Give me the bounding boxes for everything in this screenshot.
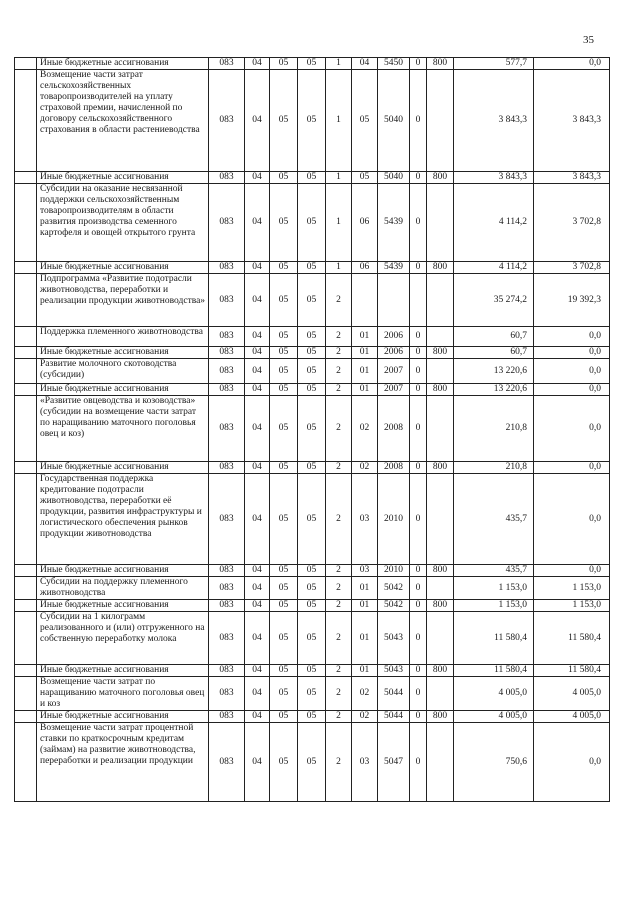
code-cell-c6: 01: [352, 612, 378, 665]
code-cell-c4: 05: [298, 600, 326, 612]
amount-2: 0,0: [534, 462, 610, 474]
row-marker-cell: [15, 600, 37, 612]
code-cell-c9: 800: [427, 665, 454, 677]
code-cell-c7: 5043: [378, 665, 410, 677]
code-cell-c4: 05: [298, 665, 326, 677]
code-cell-c4: 05: [298, 184, 326, 262]
amount-1: 4 114,2: [454, 262, 534, 274]
code-cell-c9: 800: [427, 262, 454, 274]
code-cell-c9: 800: [427, 462, 454, 474]
row-marker-cell: [15, 58, 37, 70]
row-marker-cell: [15, 172, 37, 184]
row-name: Субсидии на 1 килограмм реализованного и (или) отгруженного на собственную переработку молока: [37, 612, 209, 665]
code-cell-c2: 04: [245, 396, 270, 462]
code-cell-c3: 05: [270, 172, 298, 184]
code-cell-c5: 2: [326, 347, 352, 359]
code-cell-c1: 083: [209, 723, 245, 802]
code-cell-c3: 05: [270, 677, 298, 711]
row-marker-cell: [15, 327, 37, 347]
row-name: Возмещение части затрат сельскохозяйственных товаропроизводителей на уплату страховой премии, начисленной по договору сельскохозяйственного страхования в области растениеводства: [37, 70, 209, 172]
amount-2: 0,0: [534, 565, 610, 577]
code-cell-c9: 800: [427, 711, 454, 723]
code-cell-c1: 083: [209, 384, 245, 396]
amount-2: 11 580,4: [534, 612, 610, 665]
amount-2: 0,0: [534, 384, 610, 396]
code-cell-c6: 02: [352, 677, 378, 711]
code-cell-c6: 01: [352, 577, 378, 600]
code-cell-c9: 800: [427, 58, 454, 70]
code-cell-c9: [427, 184, 454, 262]
code-cell-c4: 05: [298, 474, 326, 565]
code-cell-c1: 083: [209, 474, 245, 565]
row-name: Иные бюджетные ассигнования: [37, 665, 209, 677]
row-marker-cell: [15, 665, 37, 677]
table-row: [15, 262, 610, 274]
code-cell-c3: 05: [270, 359, 298, 384]
table-row: [15, 70, 610, 172]
amount-1: 577,7: [454, 58, 534, 70]
code-cell-c7: 2010: [378, 565, 410, 577]
table-row: [15, 600, 610, 612]
code-cell-c8: 0: [410, 462, 427, 474]
code-cell-c4: 05: [298, 262, 326, 274]
amount-2: 1 153,0: [534, 577, 610, 600]
row-name: Поддержка племенного животноводства: [37, 327, 209, 347]
row-name: Иные бюджетные ассигнования: [37, 384, 209, 396]
code-cell-c8: 0: [410, 677, 427, 711]
code-cell-c1: 083: [209, 665, 245, 677]
code-cell-c5: 2: [326, 723, 352, 802]
row-marker-cell: [15, 274, 37, 327]
code-cell-c3: 05: [270, 184, 298, 262]
code-cell-c6: 01: [352, 359, 378, 384]
code-cell-c5: 1: [326, 58, 352, 70]
amount-2: 0,0: [534, 396, 610, 462]
code-cell-c1: 083: [209, 58, 245, 70]
code-cell-c3: 05: [270, 58, 298, 70]
code-cell-c7: 5044: [378, 711, 410, 723]
row-marker-cell: [15, 462, 37, 474]
code-cell-c1: 083: [209, 565, 245, 577]
code-cell-c9: 800: [427, 565, 454, 577]
code-cell-c1: 083: [209, 677, 245, 711]
code-cell-c7: 2010: [378, 474, 410, 565]
table-row: [15, 184, 610, 262]
amount-2: 4 005,0: [534, 711, 610, 723]
code-cell-c1: 083: [209, 396, 245, 462]
code-cell-c8: 0: [410, 184, 427, 262]
code-cell-c2: 04: [245, 612, 270, 665]
row-marker-cell: [15, 565, 37, 577]
table-row: [15, 711, 610, 723]
code-cell-c6: 01: [352, 665, 378, 677]
code-cell-c6: 01: [352, 347, 378, 359]
code-cell-c3: 05: [270, 262, 298, 274]
code-cell-c5: 2: [326, 577, 352, 600]
code-cell-c7: 5040: [378, 70, 410, 172]
code-cell-c1: 083: [209, 347, 245, 359]
code-cell-c7: 5450: [378, 58, 410, 70]
code-cell-c6: 03: [352, 474, 378, 565]
row-marker-cell: [15, 612, 37, 665]
code-cell-c3: 05: [270, 723, 298, 802]
code-cell-c2: 04: [245, 462, 270, 474]
amount-1: 11 580,4: [454, 612, 534, 665]
code-cell-c4: 05: [298, 384, 326, 396]
row-name: Подпрограмма «Развитие подотрасли животноводства, переработки и реализации продукции животноводства»: [37, 274, 209, 327]
code-cell-c4: 05: [298, 347, 326, 359]
code-cell-c1: 083: [209, 600, 245, 612]
code-cell-c5: 2: [326, 711, 352, 723]
code-cell-c6: 03: [352, 565, 378, 577]
code-cell-c8: 0: [410, 58, 427, 70]
code-cell-c6: 05: [352, 172, 378, 184]
row-marker-cell: [15, 262, 37, 274]
table-body: [15, 58, 610, 802]
code-cell-c7: 5042: [378, 577, 410, 600]
code-cell-c2: 04: [245, 172, 270, 184]
code-cell-c3: 05: [270, 711, 298, 723]
code-cell-c4: 05: [298, 274, 326, 327]
amount-1: 60,7: [454, 347, 534, 359]
code-cell-c9: [427, 327, 454, 347]
code-cell-c5: 1: [326, 70, 352, 172]
row-marker-cell: [15, 347, 37, 359]
code-cell-c5: 2: [326, 359, 352, 384]
amount-1: 13 220,6: [454, 384, 534, 396]
code-cell-c6: 05: [352, 70, 378, 172]
code-cell-c9: 800: [427, 347, 454, 359]
code-cell-c7: 2008: [378, 396, 410, 462]
amount-1: 210,8: [454, 396, 534, 462]
code-cell-c9: 800: [427, 384, 454, 396]
code-cell-c4: 05: [298, 172, 326, 184]
code-cell-c4: 05: [298, 396, 326, 462]
code-cell-c2: 04: [245, 58, 270, 70]
code-cell-c5: 2: [326, 565, 352, 577]
code-cell-c6: 01: [352, 600, 378, 612]
row-name: Иные бюджетные ассигнования: [37, 600, 209, 612]
row-marker-cell: [15, 396, 37, 462]
code-cell-c3: 05: [270, 70, 298, 172]
code-cell-c5: 2: [326, 474, 352, 565]
code-cell-c8: 0: [410, 565, 427, 577]
code-cell-c3: 05: [270, 274, 298, 327]
code-cell-c8: [410, 274, 427, 327]
code-cell-c7: 2006: [378, 327, 410, 347]
amount-2: 0,0: [534, 58, 610, 70]
amount-1: 3 843,3: [454, 70, 534, 172]
code-cell-c7: 5439: [378, 184, 410, 262]
row-name: Иные бюджетные ассигнования: [37, 347, 209, 359]
code-cell-c3: 05: [270, 462, 298, 474]
code-cell-c4: 05: [298, 723, 326, 802]
row-name: Иные бюджетные ассигнования: [37, 565, 209, 577]
code-cell-c2: 04: [245, 359, 270, 384]
amount-1: 3 843,3: [454, 172, 534, 184]
amount-1: 210,8: [454, 462, 534, 474]
code-cell-c9: [427, 396, 454, 462]
row-marker-cell: [15, 711, 37, 723]
amount-2: 0,0: [534, 327, 610, 347]
table-row: [15, 172, 610, 184]
code-cell-c4: 05: [298, 462, 326, 474]
code-cell-c5: 2: [326, 396, 352, 462]
code-cell-c1: 083: [209, 462, 245, 474]
code-cell-c3: 05: [270, 474, 298, 565]
code-cell-c8: 0: [410, 600, 427, 612]
row-name: Возмещение части затрат по наращиванию маточного поголовья овец и коз: [37, 677, 209, 711]
code-cell-c7: 2008: [378, 462, 410, 474]
code-cell-c5: 2: [326, 600, 352, 612]
code-cell-c2: 04: [245, 327, 270, 347]
code-cell-c2: 04: [245, 565, 270, 577]
row-name: Субсидии на поддержку племенного животноводства: [37, 577, 209, 600]
code-cell-c4: 05: [298, 577, 326, 600]
amount-2: 0,0: [534, 474, 610, 565]
code-cell-c8: 0: [410, 172, 427, 184]
code-cell-c4: 05: [298, 327, 326, 347]
code-cell-c6: 02: [352, 711, 378, 723]
amount-1: 13 220,6: [454, 359, 534, 384]
code-cell-c1: 083: [209, 711, 245, 723]
amount-1: 4 005,0: [454, 711, 534, 723]
code-cell-c6: 06: [352, 262, 378, 274]
code-cell-c8: 0: [410, 711, 427, 723]
page-number: 35: [583, 34, 594, 46]
code-cell-c5: 1: [326, 172, 352, 184]
amount-2: 0,0: [534, 723, 610, 802]
amount-1: 4 005,0: [454, 677, 534, 711]
code-cell-c2: 04: [245, 600, 270, 612]
code-cell-c8: 0: [410, 396, 427, 462]
row-name: Субсидии на оказание несвязанной поддержки сельскохозяйственным товаропроизводителям в области развития производства семенного картофеля и овощей открытого грунта: [37, 184, 209, 262]
table-row: [15, 359, 610, 384]
code-cell-c6: 01: [352, 327, 378, 347]
code-cell-c5: 1: [326, 184, 352, 262]
row-marker-cell: [15, 359, 37, 384]
amount-1: 4 114,2: [454, 184, 534, 262]
code-cell-c3: 05: [270, 347, 298, 359]
code-cell-c3: 05: [270, 396, 298, 462]
code-cell-c8: 0: [410, 262, 427, 274]
code-cell-c1: 083: [209, 577, 245, 600]
code-cell-c9: [427, 274, 454, 327]
code-cell-c8: 0: [410, 70, 427, 172]
table-row: [15, 565, 610, 577]
code-cell-c2: 04: [245, 274, 270, 327]
row-marker-cell: [15, 677, 37, 711]
code-cell-c2: 04: [245, 184, 270, 262]
code-cell-c4: 05: [298, 70, 326, 172]
row-name: Развитие молочного скотоводства (субсидии): [37, 359, 209, 384]
amount-1: 1 153,0: [454, 577, 534, 600]
row-name: Иные бюджетные ассигнования: [37, 711, 209, 723]
row-name: Иные бюджетные ассигнования: [37, 58, 209, 70]
code-cell-c7: 5042: [378, 600, 410, 612]
code-cell-c7: 2007: [378, 384, 410, 396]
amount-1: 11 580,4: [454, 665, 534, 677]
code-cell-c1: 083: [209, 184, 245, 262]
table-row: [15, 665, 610, 677]
table-row: [15, 327, 610, 347]
code-cell-c8: 0: [410, 612, 427, 665]
amount-2: 3 702,8: [534, 262, 610, 274]
code-cell-c5: 2: [326, 384, 352, 396]
row-name: Иные бюджетные ассигнования: [37, 462, 209, 474]
code-cell-c1: 083: [209, 274, 245, 327]
code-cell-c1: 083: [209, 612, 245, 665]
amount-1: 435,7: [454, 565, 534, 577]
row-name: «Развитие овцеводства и козоводства» (субсидии на возмещение части затрат по наращиванию маточного поголовья овец и коз): [37, 396, 209, 462]
code-cell-c7: 5044: [378, 677, 410, 711]
table-row: [15, 274, 610, 327]
code-cell-c3: 05: [270, 384, 298, 396]
row-name: Государственная поддержка кредитование подотрасли животноводства, переработки её продукции, развития инфраструктуры и логистического обеспечения рынков продукции животноводства: [37, 474, 209, 565]
code-cell-c1: 083: [209, 172, 245, 184]
code-cell-c1: 083: [209, 70, 245, 172]
code-cell-c2: 04: [245, 384, 270, 396]
code-cell-c6: 01: [352, 384, 378, 396]
code-cell-c5: 2: [326, 274, 352, 327]
table-row: [15, 723, 610, 802]
table-row: [15, 462, 610, 474]
code-cell-c6: 06: [352, 184, 378, 262]
code-cell-c8: 0: [410, 347, 427, 359]
code-cell-c2: 04: [245, 577, 270, 600]
code-cell-c4: 05: [298, 612, 326, 665]
amount-2: 11 580,4: [534, 665, 610, 677]
code-cell-c9: 800: [427, 600, 454, 612]
code-cell-c7: 5439: [378, 262, 410, 274]
code-cell-c3: 05: [270, 327, 298, 347]
code-cell-c4: 05: [298, 677, 326, 711]
code-cell-c9: 800: [427, 172, 454, 184]
amount-1: 35 274,2: [454, 274, 534, 327]
code-cell-c9: [427, 577, 454, 600]
code-cell-c8: 0: [410, 665, 427, 677]
code-cell-c8: 0: [410, 359, 427, 384]
code-cell-c7: 5040: [378, 172, 410, 184]
row-marker-cell: [15, 577, 37, 600]
code-cell-c3: 05: [270, 612, 298, 665]
code-cell-c2: 04: [245, 711, 270, 723]
row-name: Иные бюджетные ассигнования: [37, 172, 209, 184]
code-cell-c9: [427, 70, 454, 172]
code-cell-c9: [427, 677, 454, 711]
code-cell-c6: 02: [352, 396, 378, 462]
row-marker-cell: [15, 184, 37, 262]
table-row: [15, 677, 610, 711]
code-cell-c8: 0: [410, 474, 427, 565]
code-cell-c7: 2006: [378, 347, 410, 359]
code-cell-c2: 04: [245, 347, 270, 359]
code-cell-c5: 2: [326, 462, 352, 474]
code-cell-c8: 0: [410, 577, 427, 600]
code-cell-c5: 2: [326, 612, 352, 665]
code-cell-c2: 04: [245, 70, 270, 172]
amount-2: 0,0: [534, 347, 610, 359]
code-cell-c9: [427, 474, 454, 565]
budget-table: [14, 57, 610, 802]
row-marker-cell: [15, 723, 37, 802]
amount-1: 60,7: [454, 327, 534, 347]
code-cell-c2: 04: [245, 677, 270, 711]
amount-2: 4 005,0: [534, 677, 610, 711]
code-cell-c7: 2007: [378, 359, 410, 384]
code-cell-c3: 05: [270, 600, 298, 612]
code-cell-c1: 083: [209, 327, 245, 347]
table-row: [15, 612, 610, 665]
code-cell-c4: 05: [298, 711, 326, 723]
code-cell-c4: 05: [298, 565, 326, 577]
code-cell-c7: 5043: [378, 612, 410, 665]
code-cell-c7: [378, 274, 410, 327]
code-cell-c8: 0: [410, 327, 427, 347]
amount-2: 1 153,0: [534, 600, 610, 612]
amount-2: 3 702,8: [534, 184, 610, 262]
code-cell-c4: 05: [298, 359, 326, 384]
code-cell-c8: 0: [410, 723, 427, 802]
amount-1: 1 153,0: [454, 600, 534, 612]
code-cell-c8: 0: [410, 384, 427, 396]
code-cell-c3: 05: [270, 577, 298, 600]
row-name: Иные бюджетные ассигнования: [37, 262, 209, 274]
code-cell-c6: 03: [352, 723, 378, 802]
code-cell-c5: 1: [326, 262, 352, 274]
code-cell-c5: 2: [326, 677, 352, 711]
table-row: [15, 58, 610, 70]
row-name: Возмещение части затрат процентной ставки по краткосрочным кредитам (займам) на развитие животноводства, переработки и реализации продукции: [37, 723, 209, 802]
amount-2: 3 843,3: [534, 70, 610, 172]
code-cell-c6: 04: [352, 58, 378, 70]
code-cell-c6: [352, 274, 378, 327]
code-cell-c6: 02: [352, 462, 378, 474]
code-cell-c2: 04: [245, 665, 270, 677]
code-cell-c7: 5047: [378, 723, 410, 802]
amount-2: 0,0: [534, 359, 610, 384]
table-row: [15, 474, 610, 565]
code-cell-c2: 04: [245, 474, 270, 565]
amount-1: 435,7: [454, 474, 534, 565]
code-cell-c1: 083: [209, 359, 245, 384]
code-cell-c2: 04: [245, 723, 270, 802]
code-cell-c9: [427, 612, 454, 665]
amount-1: 750,6: [454, 723, 534, 802]
row-marker-cell: [15, 70, 37, 172]
table-row: [15, 577, 610, 600]
amount-2: 3 843,3: [534, 172, 610, 184]
code-cell-c2: 04: [245, 262, 270, 274]
amount-2: 19 392,3: [534, 274, 610, 327]
code-cell-c5: 2: [326, 327, 352, 347]
code-cell-c9: [427, 723, 454, 802]
code-cell-c1: 083: [209, 262, 245, 274]
table-row: [15, 396, 610, 462]
code-cell-c3: 05: [270, 665, 298, 677]
code-cell-c3: 05: [270, 565, 298, 577]
row-marker-cell: [15, 384, 37, 396]
code-cell-c9: [427, 359, 454, 384]
code-cell-c4: 05: [298, 58, 326, 70]
table-row: [15, 347, 610, 359]
code-cell-c5: 2: [326, 665, 352, 677]
row-marker-cell: [15, 474, 37, 565]
table-row: [15, 384, 610, 396]
